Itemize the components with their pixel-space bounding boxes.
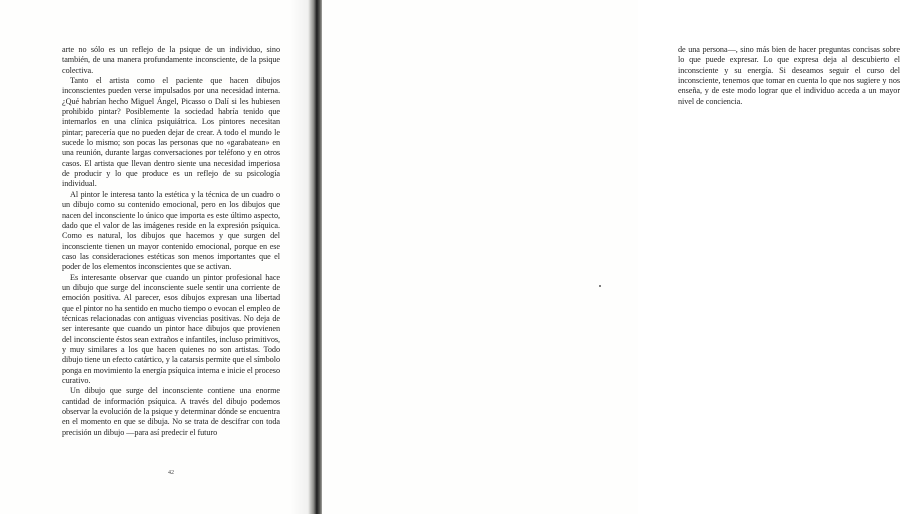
left-page	[0, 0, 318, 514]
right-page-text	[678, 45, 900, 107]
gutter-shadow	[290, 0, 310, 514]
page-number: 42	[168, 470, 174, 476]
paragraph: Un dibujo que surge del inconsciente contiene una enorme cantidad de información psíquica. A través del dibujo podemos observar la evolución de la psique y determinar dónde se encuentra en el momento en que se dibuja. No se trata de descifrar con toda precisión un dibujo —para así predecir el futuro	[62, 386, 280, 437]
paragraph: de una persona—, sino más bien de hacer preguntas concisas sobre lo que puede expresar. Lo que expresa deja al descubierto el inconsciente y su energía. Si deseamos seguir el curso del inconsciente, tenemos que tomar en cuenta lo que nos sugiere y nos enseña, y de este modo lograr que el individuo acceda a un mayor nivel de conciencia.	[678, 45, 900, 106]
paragraph: arte no sólo es un reflejo de la psique de un individuo, sino también, de una manera profundamente inconsciente, de la psique colectiva.	[62, 45, 280, 75]
paragraph: Al pintor le interesa tanto la estética y la técnica de un cuadro o un dibujo como su contenido emocional, pero en los dibujos que nacen del inconsciente lo único que importa es este último aspecto, dado que el valor de las imágenes reside en la expresión psíquica. Como es natural, los dibujos que hacemos y que surgen del inconsciente tienen un mayor contenido emocional, porque en ese caso las consideraciones estéticas son menos importantes que el poder de los elementos inconscientes que se activan.	[62, 189, 280, 272]
paragraph: Es interesante observar que cuando un pintor profesional hace un dibujo que surge del inconsciente suele sentir una corriente de emoción positiva. Al parecer, esos dibujos expresan una libertad que el pintor no ha sentido en mucho tiempo o evocan el empleo de técnicas relacionadas con antiguas vivencias positivas. No deja de ser interesante que cuando un pintor hace dibujos que provienen del inconsciente éstos sean extraños e infantiles, incluso primitivos, y muy similares a los que hacen quienes no son artistas. Todo dibujo tiene un efecto catártico, y la catarsis permite que el símbolo ponga en movimiento la energía psíquica interna e inicie el proceso curativo.	[62, 272, 280, 385]
right-page	[322, 0, 900, 514]
scan-speck	[599, 285, 601, 287]
paragraph: Tanto el artista como el paciente que hacen dibujos inconscientes pueden verse impulsados por una necesidad interna. ¿Qué habrían hecho Miguel Ángel, Picasso o Dalí si les hubiesen prohibido pintar? Posiblemente la sociedad habría tenido que internarlos en una clínica psiquiátrica. Los pintores necesitan pintar; parecería que no pueden dejar de crear. A todo el mundo le sucede lo mismo; son pocas las personas que no «garabatean» en una reunión, durante largas conversaciones por teléfono y en otros casos. El artista que llevan dentro siente una necesidad imperiosa de producir y lo que produce es un reflejo de su psicología individual.	[62, 76, 280, 189]
left-page-text	[62, 45, 280, 438]
